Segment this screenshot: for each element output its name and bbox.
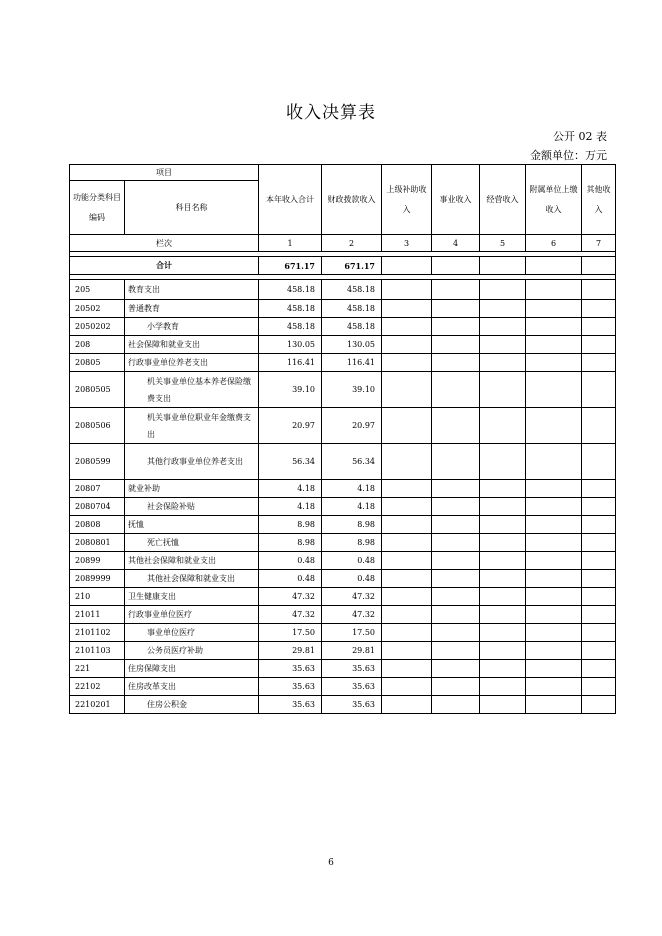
fiscal-value: 47.32 — [322, 606, 382, 624]
form-number: 公开 02 表 — [553, 130, 607, 143]
fiscal-value: 130.05 — [322, 336, 382, 354]
total-income-value: 35.63 — [259, 660, 322, 678]
subject-name: 就业补助 — [125, 480, 259, 498]
fiscal-value: 0.48 — [322, 570, 382, 588]
subject-name: 住房保障支出 — [125, 660, 259, 678]
header-total-income: 本年收入合计 — [259, 165, 322, 235]
total-income-value: 56.34 — [259, 444, 322, 480]
total-income-value: 116.41 — [259, 354, 322, 372]
function-code: 2080704 — [70, 498, 125, 516]
subject-name: 机关事业单位职业年金缴费支出 — [125, 408, 259, 444]
function-code: 2050202 — [70, 318, 125, 336]
function-code: 22102 — [70, 678, 125, 696]
table-row — [70, 642, 616, 660]
subject-name: 其他行政事业单位养老支出 — [125, 444, 259, 480]
table-row — [70, 588, 616, 606]
total-income-value: 458.18 — [259, 300, 322, 318]
function-code: 20808 — [70, 516, 125, 534]
table-row — [70, 678, 616, 696]
table-row — [70, 444, 616, 480]
table-row — [70, 570, 616, 588]
table-row — [70, 534, 616, 552]
subject-name: 其他社会保障和就业支出 — [125, 552, 259, 570]
fiscal-value: 47.32 — [322, 588, 382, 606]
column-number: 5 — [480, 235, 526, 252]
amount-unit: 金额单位：万元 — [530, 149, 607, 162]
fiscal-value: 116.41 — [322, 354, 382, 372]
subject-name: 其他社会保障和就业支出 — [125, 570, 259, 588]
subject-name: 住房公积金 — [125, 696, 259, 714]
table-row — [70, 498, 616, 516]
header-project: 项目 — [70, 165, 259, 181]
function-code: 221 — [70, 660, 125, 678]
function-code: 21011 — [70, 606, 125, 624]
function-code: 2080506 — [70, 408, 125, 444]
total-income-value: 35.63 — [259, 696, 322, 714]
table-row — [70, 354, 616, 372]
fiscal-value: 0.48 — [322, 552, 382, 570]
subject-name: 小学教育 — [125, 318, 259, 336]
subject-name: 死亡抚恤 — [125, 534, 259, 552]
subject-name: 卫生健康支出 — [125, 588, 259, 606]
header-subject-name: 科目名称 — [125, 181, 259, 235]
header-operating-income: 经营收入 — [480, 165, 526, 235]
fiscal-value: 458.18 — [322, 280, 382, 300]
table-row — [70, 300, 616, 318]
function-code: 20899 — [70, 552, 125, 570]
total-income-value: 458.18 — [259, 280, 322, 300]
fiscal-value: 56.34 — [322, 444, 382, 480]
total-income-value: 671.17 — [259, 257, 322, 275]
table-row — [70, 480, 616, 498]
total-income-value: 458.18 — [259, 318, 322, 336]
fiscal-value: 8.98 — [322, 534, 382, 552]
table-row — [70, 660, 616, 678]
fiscal-value: 458.18 — [322, 300, 382, 318]
fiscal-value: 35.63 — [322, 696, 382, 714]
function-code: 2080505 — [70, 372, 125, 408]
table-row — [70, 624, 616, 642]
table-row — [70, 280, 616, 300]
header-other-income: 其他收入 — [582, 165, 616, 235]
table-row — [70, 606, 616, 624]
header-affiliated-income: 附属单位上缴收入 — [526, 165, 582, 235]
total-income-value: 4.18 — [259, 498, 322, 516]
subject-name: 住房改革支出 — [125, 678, 259, 696]
total-fiscal-value: 671.17 — [322, 257, 382, 275]
page-title: 收入决算表 — [286, 103, 376, 123]
function-code: 2210201 — [70, 696, 125, 714]
header-fiscal-appropriation: 财政拨款收入 — [322, 165, 382, 235]
subject-name: 行政事业单位医疗 — [125, 606, 259, 624]
function-code: 20807 — [70, 480, 125, 498]
income-final-account-table — [69, 164, 616, 714]
column-number: 2 — [322, 235, 382, 252]
fiscal-value: 17.50 — [322, 624, 382, 642]
total-income-value: 47.32 — [259, 588, 322, 606]
total-income-value: 130.05 — [259, 336, 322, 354]
table-row — [70, 408, 616, 444]
fiscal-value: 458.18 — [322, 318, 382, 336]
table-row — [70, 336, 616, 354]
function-code: 20502 — [70, 300, 125, 318]
total-income-value: 39.10 — [259, 372, 322, 408]
fiscal-value: 8.98 — [322, 516, 382, 534]
function-code: 205 — [70, 280, 125, 300]
column-number-label: 栏次 — [70, 235, 259, 252]
function-code: 208 — [70, 336, 125, 354]
subject-name: 抚恤 — [125, 516, 259, 534]
subject-name: 行政事业单位养老支出 — [125, 354, 259, 372]
function-code: 2101102 — [70, 624, 125, 642]
column-number: 6 — [526, 235, 582, 252]
total-income-value: 35.63 — [259, 678, 322, 696]
total-income-value: 8.98 — [259, 534, 322, 552]
page-number: 6 — [328, 858, 334, 868]
total-income-value: 17.50 — [259, 624, 322, 642]
table-row — [70, 552, 616, 570]
subject-name: 教育支出 — [125, 280, 259, 300]
fiscal-value: 29.81 — [322, 642, 382, 660]
table-row — [70, 696, 616, 714]
subject-name: 普通教育 — [125, 300, 259, 318]
header-function-code: 功能分类科目编码 — [70, 181, 125, 235]
subject-name: 社会保障和就业支出 — [125, 336, 259, 354]
total-income-value: 8.98 — [259, 516, 322, 534]
total-income-value: 47.32 — [259, 606, 322, 624]
function-code: 2080599 — [70, 444, 125, 480]
header-business-income: 事业收入 — [432, 165, 480, 235]
function-code: 2089999 — [70, 570, 125, 588]
fiscal-value: 35.63 — [322, 660, 382, 678]
total-income-value: 4.18 — [259, 480, 322, 498]
subject-name: 机关事业单位基本养老保险缴费支出 — [125, 372, 259, 408]
fiscal-value: 20.97 — [322, 408, 382, 444]
fiscal-value: 39.10 — [322, 372, 382, 408]
fiscal-value: 35.63 — [322, 678, 382, 696]
fiscal-value: 4.18 — [322, 480, 382, 498]
column-number: 4 — [432, 235, 480, 252]
function-code: 2080801 — [70, 534, 125, 552]
table-row — [70, 516, 616, 534]
fiscal-value: 4.18 — [322, 498, 382, 516]
table-row — [70, 372, 616, 408]
subject-name: 公务员医疗补助 — [125, 642, 259, 660]
function-code: 20805 — [70, 354, 125, 372]
total-income-value: 20.97 — [259, 408, 322, 444]
column-number: 7 — [582, 235, 616, 252]
function-code: 210 — [70, 588, 125, 606]
total-label: 合计 — [70, 257, 259, 275]
total-income-value: 29.81 — [259, 642, 322, 660]
total-income-value: 0.48 — [259, 570, 322, 588]
function-code: 2101103 — [70, 642, 125, 660]
subject-name: 事业单位医疗 — [125, 624, 259, 642]
column-number: 3 — [382, 235, 432, 252]
subject-name: 社会保险补贴 — [125, 498, 259, 516]
table-row — [70, 318, 616, 336]
header-superior-subsidy: 上级补助收入 — [382, 165, 432, 235]
total-income-value: 0.48 — [259, 552, 322, 570]
column-number: 1 — [259, 235, 322, 252]
